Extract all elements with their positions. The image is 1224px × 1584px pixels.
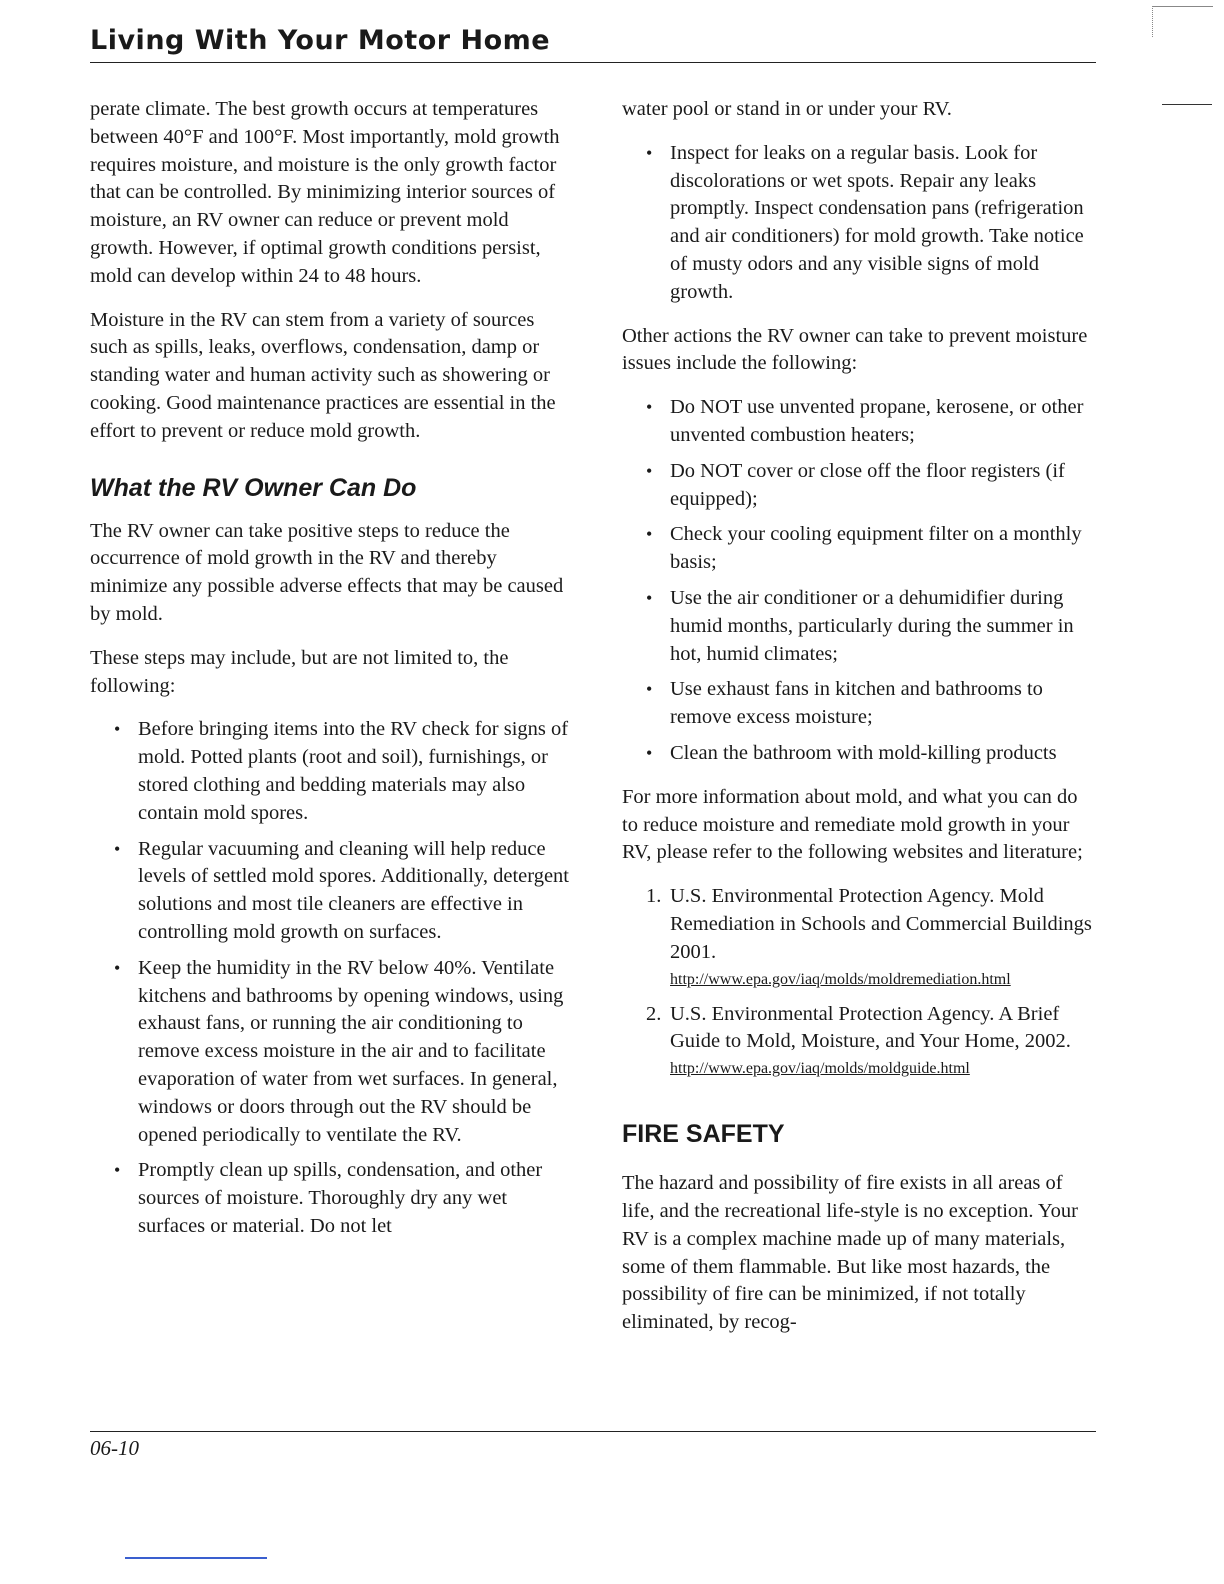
list-item-text: Check your cooling equipment filter on a monthly basis; xyxy=(670,523,1082,574)
list-item-text: Do NOT cover or close off the floor registers (if equipped); xyxy=(670,459,1065,510)
list-item xyxy=(90,716,570,827)
header-divider xyxy=(90,62,1096,63)
paragraph: The RV owner can take positive steps to reduce the occurrence of mold growth in the RV and thereby minimize any possible adverse effects that may be caused by mold. xyxy=(90,519,564,625)
bullet-icon: • xyxy=(646,397,653,418)
list-item xyxy=(622,521,1097,577)
paragraph: Other actions the RV owner can take to prevent moisture issues include the following: xyxy=(622,324,1088,375)
list-item xyxy=(622,458,1097,514)
list-item xyxy=(90,1157,570,1240)
margin-mark xyxy=(1162,104,1212,105)
bullet-icon: • xyxy=(646,524,653,545)
list-item-text: Before bringing items into the RV check for signs of mold. Potted plants (root and soil), furnishings, or stored clothing and bedding materials may also contain mold spores. xyxy=(138,718,569,824)
list-item-text: Use exhaust fans in kitchen and bathrooms to remove excess moisture; xyxy=(670,678,1043,729)
page-title: Living With Your Motor Home xyxy=(90,25,551,56)
list-item-text: Use the air conditioner or a dehumidifier during humid months, particularly during the summer in hot, humid climates; xyxy=(670,586,1074,665)
bullet-icon: • xyxy=(646,460,653,481)
left-column xyxy=(90,96,570,1257)
bullet-icon: • xyxy=(114,1160,121,1181)
list-item-text: Do NOT use unvented propane, kerosene, or other unvented combustion heaters; xyxy=(670,396,1084,446)
section-heading: FIRE SAFETY xyxy=(622,1120,785,1149)
reference-number: 1. xyxy=(646,885,662,908)
footer-divider xyxy=(90,1431,1096,1432)
reference-list xyxy=(622,883,1097,1082)
bullet-list xyxy=(622,394,1097,768)
scan-bottom-mark xyxy=(125,1557,267,1559)
list-item xyxy=(622,140,1097,307)
list-item-text: Keep the humidity in the RV below 40%. Ventilate kitchens and bathrooms by opening windows, using exhaust fans, or running the air conditioning to remove excess moisture in the air and to facilitate evaporation of water from wet surfaces. In general, windows or doors through out the RV should be opened periodically to ventilate the RV. xyxy=(138,956,564,1146)
right-column xyxy=(622,96,1097,1353)
bullet-icon: • xyxy=(646,142,653,163)
paragraph: perate climate. The best growth occurs at temperatures between 40°F and 100°F. Most importantly, mold growth requires moisture, and moisture is the only growth factor that can be controlled. By minimizing interior sources of moisture, an RV owner can reduce or prevent mold growth. However, if optimal growth conditions persist, mold can develop within 24 to 48 hours. xyxy=(90,98,560,287)
paragraph: The hazard and possibility of fire exists in all areas of life, and the recreational life-style is no exception. Your RV is a complex machine made up of many materials, some of them flammable. But like most hazards, the possibility of fire can be minimized, if not totally eliminated, by recog- xyxy=(622,1172,1078,1334)
reference-link[interactable]: http://www.epa.gov/iaq/molds/moldguide.html xyxy=(670,1060,970,1078)
bullet-icon: • xyxy=(114,838,121,859)
paragraph: For more information about mold, and what you can do to reduce moisture and remediate mold growth in your RV, please refer to the following websites and literature; xyxy=(622,785,1083,864)
list-item-text: Inspect for leaks on a regular basis. Look for discolorations or wet spots. Repair any leaks promptly. Inspect condensation pans (refrigeration and air conditioners) for mold growth. Take notice of musty odors and any visible signs of mold growth. xyxy=(670,141,1084,303)
bullet-icon: • xyxy=(646,742,653,763)
reference-text: U.S. Environmental Protection Agency. Mold Remediation in Schools and Commercial Buildings 2001. xyxy=(670,885,1092,963)
list-item xyxy=(622,676,1097,732)
page-header xyxy=(90,22,1096,60)
bullet-icon: • xyxy=(646,587,653,608)
scan-corner-mark xyxy=(1152,6,1213,37)
reference-item xyxy=(622,1001,1097,1083)
list-item-text: Clean the bathroom with mold-killing products xyxy=(670,741,1057,764)
section-heading: What the RV Owner Can Do xyxy=(90,473,417,502)
list-item xyxy=(90,836,570,947)
bullet-icon: • xyxy=(114,957,121,978)
paragraph: Moisture in the RV can stem from a variety of sources such as spills, leaks, overflows, condensation, damp or standing water and human activity such as showering or cooking. Good maintenance practices are essential in the effort to prevent or reduce mold growth. xyxy=(90,308,556,442)
list-item-text: Promptly clean up spills, condensation, and other sources of moisture. Thoroughly dry any wet surfaces or material. Do not let xyxy=(138,1159,543,1237)
reference-number: 2. xyxy=(646,1002,662,1025)
reference-link[interactable]: http://www.epa.gov/iaq/molds/moldremediation.html xyxy=(670,970,1011,988)
page-number: 06-10 xyxy=(90,1436,139,1460)
reference-item xyxy=(622,883,1097,992)
paragraph: These steps may include, but are not limited to, the following: xyxy=(90,646,509,697)
bullet-icon: • xyxy=(114,719,121,740)
list-item-text: Regular vacuuming and cleaning will help reduce levels of settled mold spores. Additionally, detergent solutions and most tile cleaners are effective in controlling mold growth on surfaces. xyxy=(138,837,569,943)
list-item xyxy=(90,955,570,1150)
reference-text: U.S. Environmental Protection Agency. A Brief Guide to Mold, Moisture, and Your Home, 2002. xyxy=(670,1002,1071,1053)
bullet-list xyxy=(90,716,570,1240)
list-item xyxy=(622,394,1097,450)
bullet-list xyxy=(622,140,1097,307)
list-item xyxy=(622,585,1097,668)
continued-bullet-text: water pool or stand in or under your RV. xyxy=(622,98,952,120)
list-item xyxy=(622,740,1097,768)
bullet-icon: • xyxy=(646,679,653,700)
